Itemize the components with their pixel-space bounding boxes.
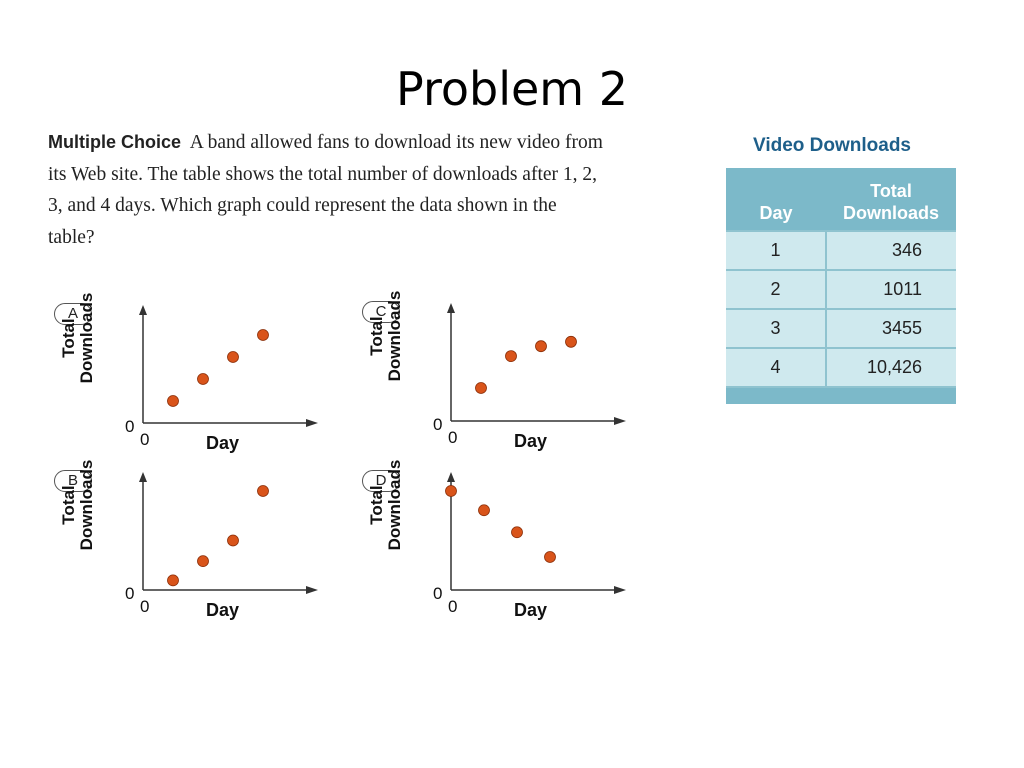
option-label-d: D <box>362 470 400 492</box>
table-title: Video Downloads <box>753 135 912 156</box>
downloads-table <box>726 168 956 404</box>
x-origin-label: 0 <box>448 597 458 616</box>
y-origin-label: 0 <box>125 584 135 603</box>
option-label-b: B <box>54 470 92 492</box>
table-row <box>726 270 956 309</box>
header-total-downloads: Total Downloads <box>826 168 956 231</box>
data-point <box>198 374 209 385</box>
y-axis-arrow <box>447 303 455 313</box>
data-point <box>536 341 547 352</box>
y-origin-label: 0 <box>125 417 135 436</box>
data-point <box>258 330 269 341</box>
y-axis-label: Total Downloads <box>367 459 404 551</box>
data-point <box>228 352 239 363</box>
data-point <box>228 535 239 546</box>
x-axis-arrow <box>306 419 318 427</box>
downloads-cell: 3455 <box>826 309 956 348</box>
x-axis-arrow <box>306 586 318 594</box>
x-origin-label: 0 <box>140 597 150 616</box>
data-point <box>258 486 269 497</box>
header-day: Day <box>726 168 826 231</box>
slide-title: Problem 2 <box>396 62 628 116</box>
x-origin-label: 0 <box>448 428 458 447</box>
x-axis-label: Day <box>206 600 240 620</box>
table-footer <box>726 387 956 404</box>
x-origin-label: 0 <box>140 430 150 449</box>
data-point <box>479 505 490 516</box>
option-label-a: A <box>54 303 92 325</box>
graph-option-b <box>48 459 348 635</box>
problem-body: A band allowed fans to download its new video from its Web site. The table shows the total number of downloads after 1, 2, 3, and 4 days. Which graph could represent the data shown in the table? <box>48 132 603 248</box>
graph-option-a <box>48 292 348 468</box>
downloads-cell: 1011 <box>826 270 956 309</box>
data-point <box>506 351 517 362</box>
y-origin-label: 0 <box>433 415 443 434</box>
day-cell: 4 <box>726 348 826 387</box>
day-cell: 2 <box>726 270 826 309</box>
graph-option-c <box>356 290 656 466</box>
graph-option-d <box>356 459 656 635</box>
day-cell: 3 <box>726 309 826 348</box>
downloads-cell: 346 <box>826 231 956 270</box>
table-row <box>726 309 956 348</box>
x-axis-label: Day <box>514 431 548 451</box>
table-row <box>726 348 956 387</box>
plot-area <box>356 301 656 466</box>
plot-area <box>48 470 348 635</box>
x-axis-arrow <box>614 417 626 425</box>
data-point <box>168 575 179 586</box>
problem-text <box>48 127 608 253</box>
problem-lead: Multiple Choice <box>48 132 182 152</box>
y-axis-arrow <box>447 472 455 482</box>
data-point <box>198 556 209 567</box>
plot-area <box>48 303 348 468</box>
x-axis-label: Day <box>206 433 240 453</box>
plot-area <box>356 470 656 635</box>
y-axis-arrow <box>139 305 147 315</box>
downloads-cell: 10,426 <box>826 348 956 387</box>
day-cell: 1 <box>726 231 826 270</box>
x-axis-label: Day <box>514 600 548 620</box>
y-axis-label: Total Downloads <box>367 290 404 382</box>
y-origin-label: 0 <box>433 584 443 603</box>
data-point <box>512 527 523 538</box>
x-axis-arrow <box>614 586 626 594</box>
table-row <box>726 231 956 270</box>
data-point <box>566 336 577 347</box>
y-axis-label: Total Downloads <box>59 459 96 551</box>
data-point <box>476 383 487 394</box>
data-point <box>168 396 179 407</box>
y-axis-arrow <box>139 472 147 482</box>
y-axis-label: Total Downloads <box>59 292 96 384</box>
option-label-c: C <box>362 301 400 323</box>
data-point <box>446 486 457 497</box>
data-point <box>545 552 556 563</box>
